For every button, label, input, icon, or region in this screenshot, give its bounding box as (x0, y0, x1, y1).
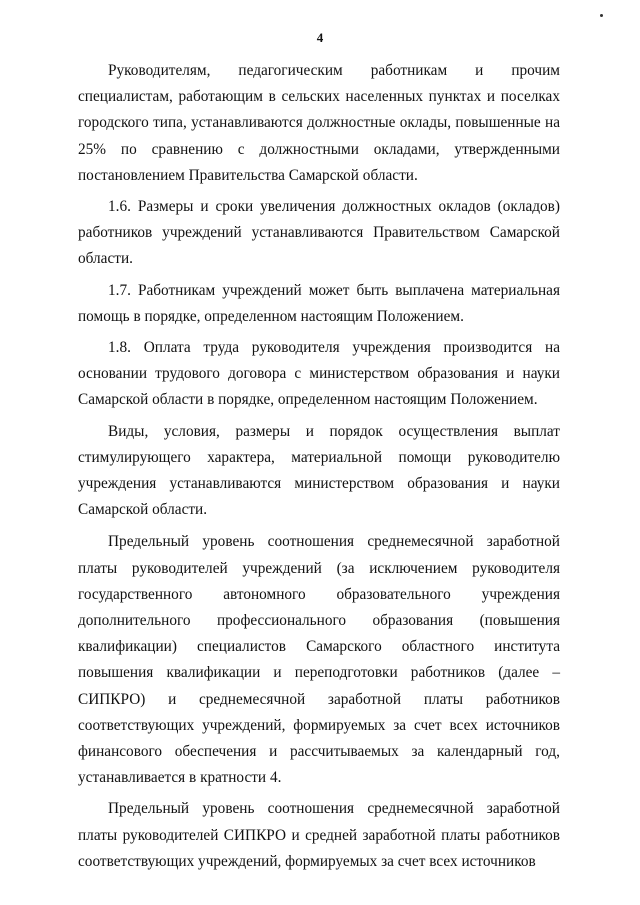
paragraph-salary-ratio-limit: Предельный уровень соотношения среднемесячной заработной платы руководителей учреждений (за исключением руководителя государственного автономного образовательного учреждения дополнительного профессионального образования (повышения квалификации) специалистов Самарского областного института повышения квалификации и переподготовки работников (далее – СИПКРО) и среднемесячной заработной платы работников соответствующих учреждений, формируемых за счет всех источников финансового обеспечения и рассчитываемых за календарный год, устанавливается в кратности 4. (78, 533, 560, 787)
paragraph-1-6: 1.6. Размеры и сроки увеличения должностных окладов (окладов) работников учреждений устанавливаются Правительством Самарской области. (78, 198, 560, 268)
scan-speck (600, 14, 603, 17)
paragraph-rural-salary: Руководителям, педагогическим работникам и прочим специалистам, работающим в сельских населенных пунктах и поселках городского типа, устанавливаются должностные оклады, повышенные на 25% по сравнению с должностными окладами, утвержденными постановлением Правительства Самарской области. (78, 62, 560, 184)
document-body (78, 58, 560, 880)
paragraph-sipkro-ratio-limit: Предельный уровень соотношения среднемесячной заработной платы руководителей СИПКРО и средней заработной платы работников соответствующих учреждений, формируемых за счет всех источников (78, 800, 560, 870)
paragraph-1-8: 1.8. Оплата труда руководителя учреждения производится на основании трудового договора с министерством образования и науки Самарской области в порядке, определенном настоящим Положением. (78, 339, 560, 409)
page-number: 4 (316, 30, 324, 45)
paragraph-1-7: 1.7. Работникам учреждений может быть выплачена материальная помощь в порядке, определенном настоящим Положением. (78, 281, 560, 325)
paragraph-incentive-payments: Виды, условия, размеры и порядок осуществления выплат стимулирующего характера, материальной помощи руководителю учреждения устанавливаются министерством образования и науки Самарской области. (78, 422, 560, 519)
